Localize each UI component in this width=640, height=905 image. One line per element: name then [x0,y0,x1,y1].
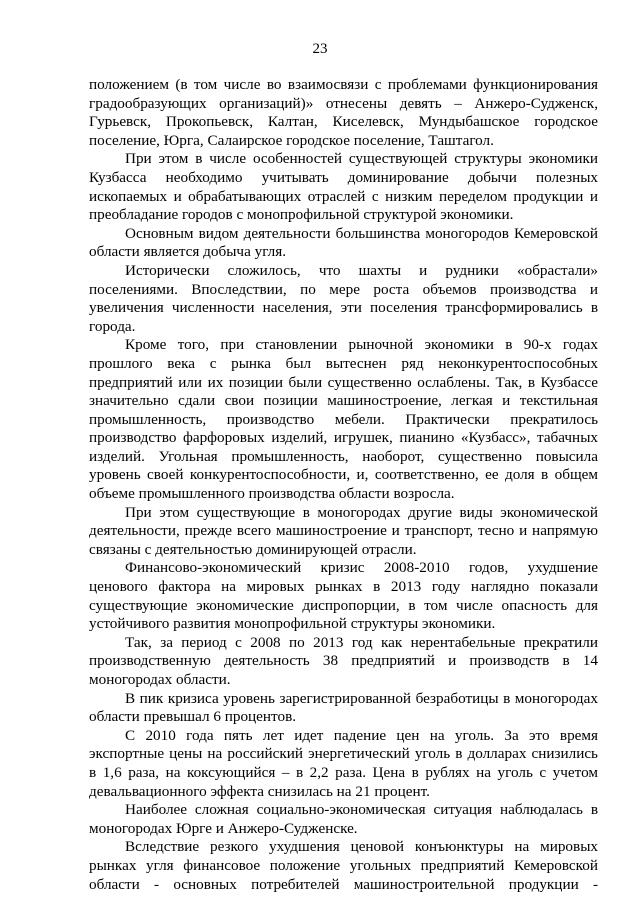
page-number: 23 [312,41,328,57]
paragraph-financial-crisis: Финансово-экономический кризис 2008-2010 годов, ухудшение ценового фактора на мировых рынках в 2013 году наглядно показали существующие экономические диспропорции, в том числе опасность для устойчивого развития монопрофильной структуры экономики. [89,559,598,633]
paragraph-coal-mining: Основным видом деятельности большинства моногородов Кемеровской области является добыча угля. [89,224,598,261]
paragraph-economy-structure: При этом в числе особенностей существующей структуры экономики Кузбасса необходимо учитывать доминирование добычи полезных ископаемых и обрабатывающих отраслей с низким переделом продукции и преобладание городов с монопрофильной структурой экономики. [89,150,598,224]
paragraph-market-conditions: Вследствие резкого ухудшения ценовой конъюнктуры на мировых рынках угля финансовое положение угольных предприятий Кемеровской области - основных потребителей машиностроительной продукции - [89,838,598,893]
body-text [89,76,598,894]
paragraph-closures: Так, за период с 2008 по 2013 год как нерентабельные прекратили производственную деятельность 38 предприятий и производств в 14 моногородах области. [89,633,598,688]
paragraph-unemployment: В пик кризиса уровень зарегистрированной безработицы в моногородах области превышал 6 процентов. [89,689,598,726]
paragraph-continuation: положением (в том числе во взаимосвязи с проблемами функционирования градообразующих организаций)» отнесены девять – Анжеро-Судженск, Гурьевск, Прокопьевск, Калтан, Киселевск, Мундыбашское городское поселение, Юрга, Салаирское городское поселение, Таштагол. [89,76,598,149]
paragraph-coal-prices: С 2010 года пять лет идет падение цен на уголь. За это время экспортные цены на российский энергетический уголь в долларах снизились в 1,6 раза, на коксующийся – в 2,2 раза. Цена в рублях на уголь с учетом девальвационного эффекта снизилась на 21 процент. [89,726,598,800]
paragraph-other-activities: При этом существующие в моногородах другие виды экономической деятельности, прежде всего машиностроение и транспорт, тесно и напрямую связаны с деятельностью доминирующей отрасли. [89,503,598,558]
paragraph-market-economy: Кроме того, при становлении рыночной экономики в 90-х годах прошлого века с рынка был вытеснен ряд неконкурентоспособных предприятий или их позиции были существенно ослаблены. Так, в Кузбассе значительно сдали свои позиции машиностроение, легкая и текстильная промышленность, производство мебели. Практически прекратилось производство фарфоровых изделий, игрушек, пианино «Кузбасс», табачных изделий. Угольная промышленность, наоборот, существенно повысила уровень своей конкурентоспособности, и, соответственно, ее доля в общем объеме промышленного производства области возросла. [89,336,598,503]
paragraph-difficult-situation: Наиболее сложная социально-экономическая ситуация наблюдалась в моногородах Юрге и Анжеро-Судженске. [89,801,598,837]
paragraph-history: Исторически сложилось, что шахты и рудники «обрастали» поселениями. Впоследствии, по мере роста объемов производства и увеличения численности населения, эти поселения трансформировались в города. [89,261,598,335]
